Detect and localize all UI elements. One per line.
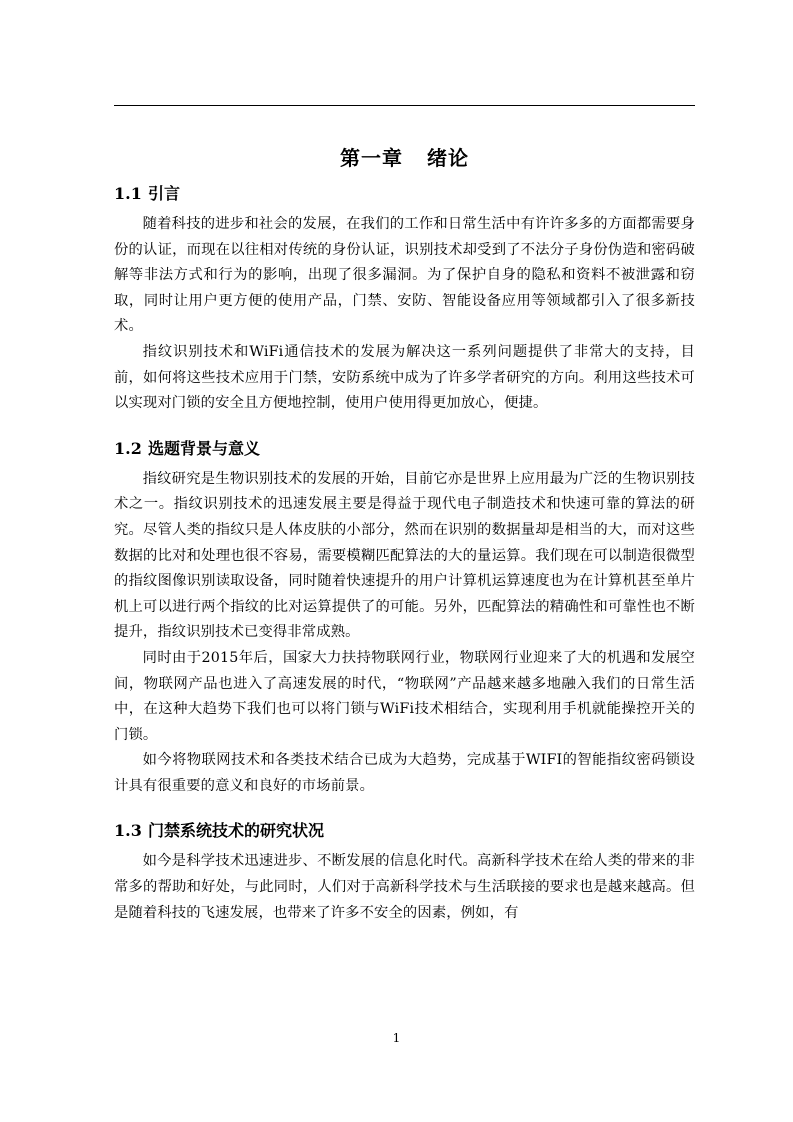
section-title: 选题背景与意义 — [148, 438, 261, 458]
paragraph: 同时由于2015年后，国家大力扶持物联网行业，物联网行业迎来了大的机遇和发展空间，物联网产品也进入了高速发展的时代，“物联网”产品越来越多地融入我们的日常生活中，在这种大趋势下我们也可以将门锁与WiFi技术相结合，实现利用手机就能操控开关的门锁。 — [114, 649, 695, 743]
chapter-name: 绪论 — [427, 146, 469, 170]
header-rule — [114, 105, 695, 106]
section-number: 1.1 — [114, 184, 142, 203]
section-number: 1.3 — [114, 821, 142, 841]
paragraph: 如今将物联网技术和各类技术结合已成为大趋势，完成基于WIFI的智能指纹密码锁设计具有很重要的意义和良好的市场前景。 — [114, 752, 695, 794]
page-number: 1 — [392, 1031, 401, 1045]
section-title: 门禁系统技术的研究状况 — [148, 821, 325, 841]
page-content — [114, 140, 695, 926]
paragraph: 如今是科学技术迅速进步、不断发展的信息化时代。高新科学技术在给人类的带来的非常多的帮助和好处，与此同时，人们对于高新科学技术与生活联接的要求也是越来越高。但是随着科技的飞速发展，也带来了许多不安全的因素，例如，有 — [114, 853, 695, 921]
paragraph: 随着科技的进步和社会的发展，在我们的工作和日常生活中有许许多多的方面都需要身份的认证，而现在以往相对传统的身份认证，识别技术却受到了不法分子身份伪造和密码破解等非法方式和行为的影响，出现了很多漏洞。为了保护自身的隐私和资料不被泄露和窃取，同时让用户更方便的使用产品，门禁、安防、智能设备应用等领域都引入了很多新技术。 — [114, 216, 695, 335]
chapter-number: 第一章 — [340, 146, 403, 170]
chapter-title — [114, 140, 695, 176]
paragraph: 指纹识别技术和WiFi通信技术的发展为解决这一系列问题提供了非常大的支持，目前，如何将这些技术应用于门禁，安防系统中成为了许多学者研究的方向。利用这些技术可以实现对门锁的安全且方便地控制，使用户使用得更加放心，便捷。 — [114, 343, 695, 412]
section-title: 引言 — [148, 184, 181, 203]
paragraph: 指纹研究是生物识别技术的发展的开始，目前它亦是世界上应用最为广泛的生物识别技术之一。指纹识别技术的迅速发展主要是得益于现代电子制造技术和快速可靠的算法的研究。尽管人类的指纹只是人体皮肤的小部分，然而在识别的数据量却是相当的大，而对这些数据的比对和处理也很不容易，需要模糊匹配算法的大的量运算。我们现在可以制造很微型的指纹图像识别读取设备，同时随着快速提升的用户计算机运算速度也为在计算机甚至单片机上可以进行两个指纹的比对运算提供了的可能。另外，匹配算法的精确性和可靠性也不断提升，指纹识别技术已变得非常成熟。 — [114, 470, 695, 641]
section-number: 1.2 — [114, 438, 142, 458]
section-heading-1-1 — [114, 180, 695, 208]
section-heading-1-3 — [114, 817, 695, 845]
section-heading-1-2 — [114, 435, 695, 463]
